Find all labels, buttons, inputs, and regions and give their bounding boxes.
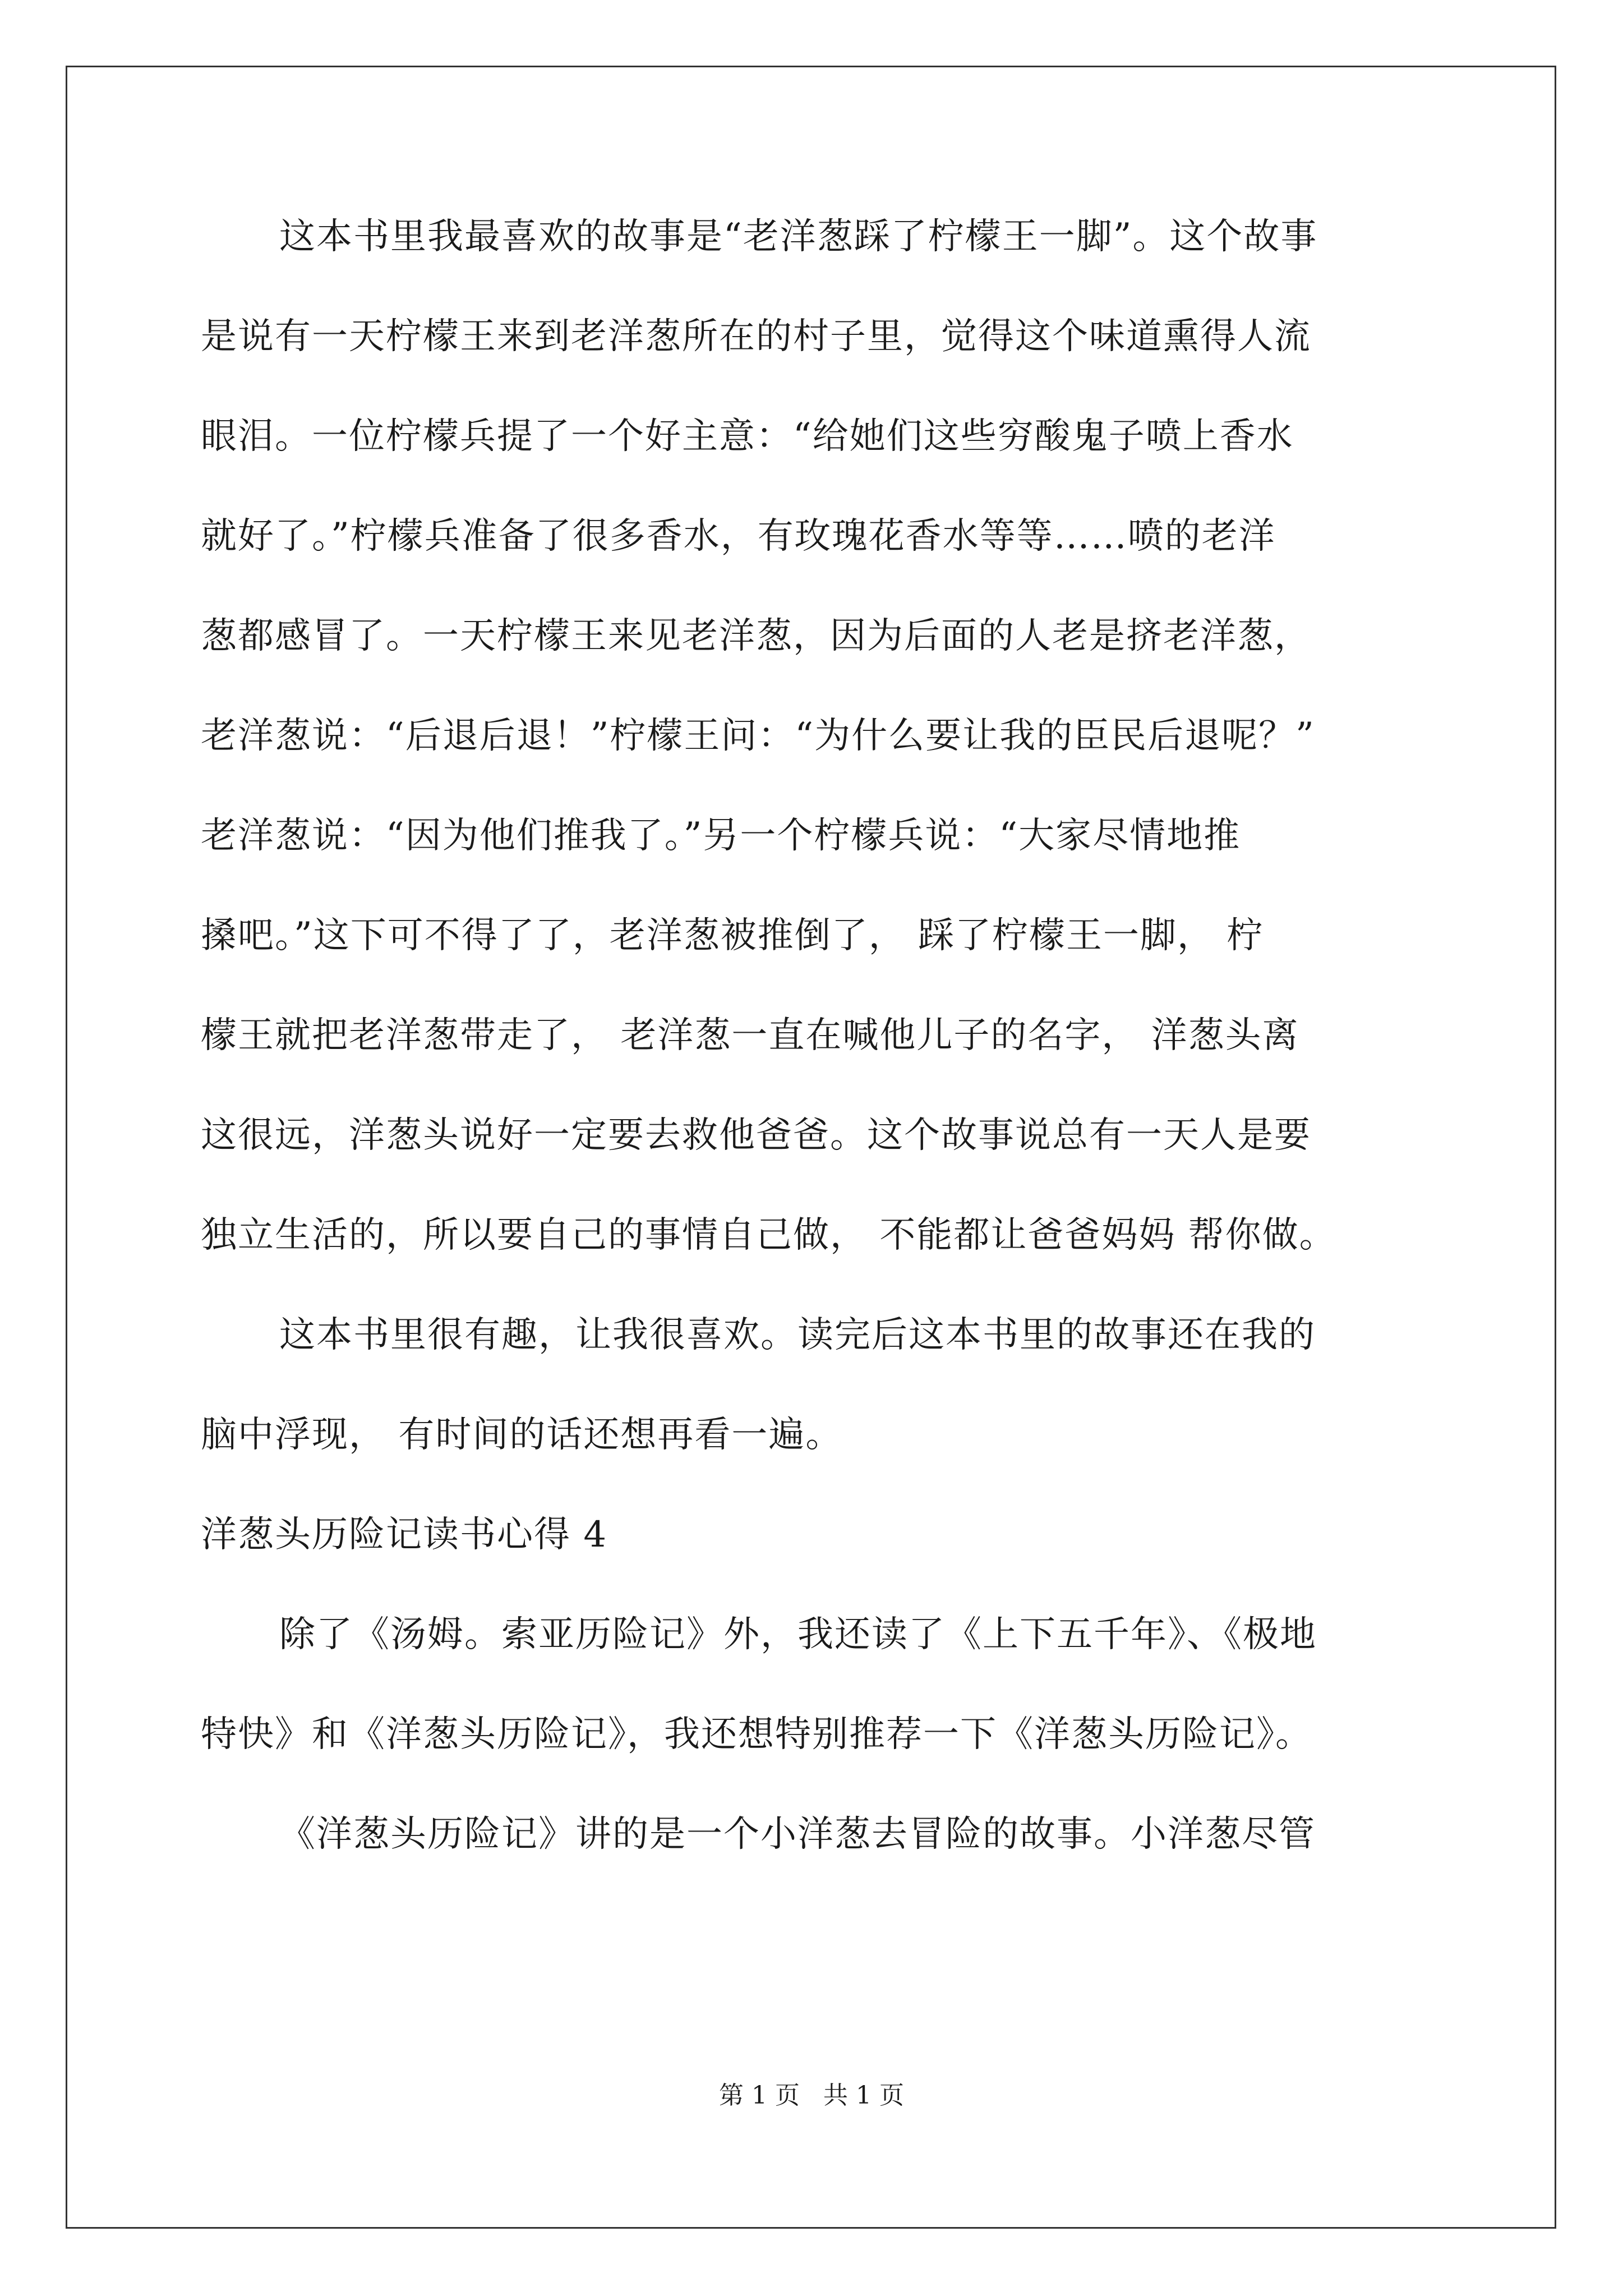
text-line-10: 这很远，洋葱头说好一定要去救他爸爸。这个故事说总有一天人是要 [201,1115,1311,1156]
text-line-2: 是说有一天柠檬王来到老洋葱所在的村子里，觉得这个味道熏得人流 [201,316,1311,357]
text-line-5: 葱都感冒了。一天柠檬王来见老洋葱，因为后面的人老是挤老洋葱， [201,615,1311,657]
text-line-6: 老洋葱说：“后退后退！”柠檬王问：“为什么要让我的臣民后退呢？” [201,715,1315,757]
document-body [201,216,1435,1855]
text-line-8: 搡吧。”这下可不得了了，老洋葱被推倒了， 踩了柠檬王一脚， 柠 [201,915,1264,956]
text-line-4: 就好了。”柠檬兵准备了很多香水，有玫瑰花香水等等……喷的老洋 [201,516,1276,557]
section-heading: 洋葱头历险记读书心得 4 [201,1514,608,1556]
text-line-13: 脑中浮现， 有时间的话还想再看一遍。 [201,1414,843,1456]
text-line-9: 檬王就把老洋葱带走了， 老洋葱一直在喊他儿子的名字， 洋葱头离 [201,1015,1299,1056]
text-line-7: 老洋葱说：“因为他们推我了。”另一个柠檬兵说：“大家尽情地推 [201,815,1241,857]
text-line-12: 这本书里很有趣，让我很喜欢。读完后这本书里的故事还在我的 [279,1314,1316,1356]
page-footer: 第 1 页 共 1 页 [719,2081,904,2110]
text-line-3: 眼泪。一位柠檬兵提了一个好主意：“给她们这些穷酸鬼子喷上香水 [201,416,1294,457]
text-line-15: 除了《汤姆。索亚历险记》外，我还读了《上下五千年》、《极地 [279,1614,1317,1655]
text-line-11: 独立生活的，所以要自己的事情自己做， 不能都让爸爸妈妈 帮你做。 [201,1214,1336,1256]
text-line-16: 特快》和《洋葱头历险记》，我还想特别推荐一下《洋葱头历险记》。 [201,1714,1312,1755]
text-line-17: 《洋葱头历险记》讲的是一个小洋葱去冒险的故事。小洋葱尽管 [279,1814,1316,1855]
text-line-1: 这本书里我最喜欢的故事是“老洋葱踩了柠檬王一脚”。这个故事 [279,216,1318,257]
